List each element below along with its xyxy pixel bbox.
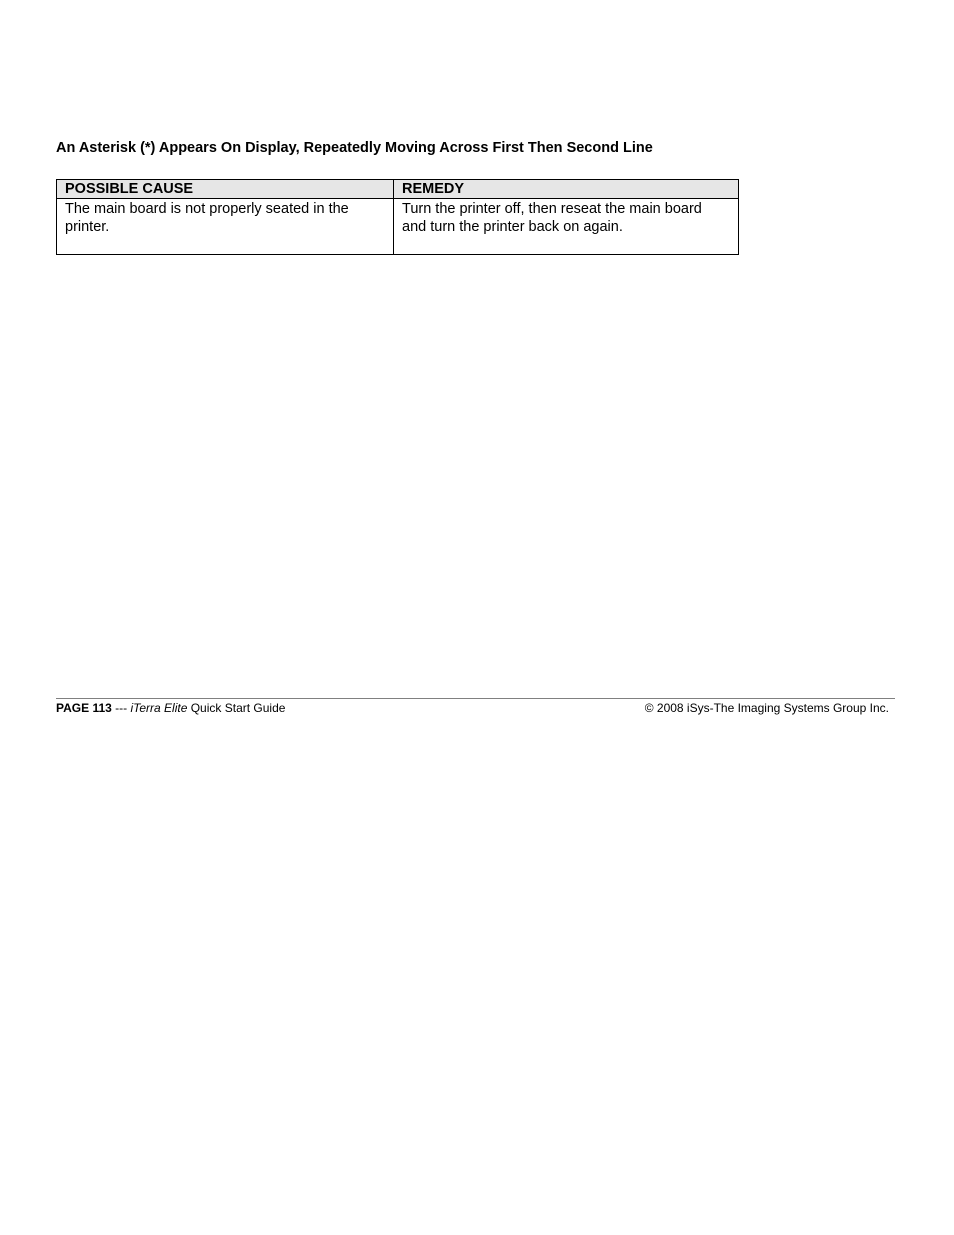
- cell-remedy: Turn the printer off, then reseat the main board and turn the printer back on again.: [394, 199, 739, 255]
- header-remedy: REMEDY: [394, 180, 739, 199]
- table-header-row: [57, 180, 739, 199]
- guide-name: Quick Start Guide: [187, 701, 286, 715]
- cell-cause: The main board is not properly seated in the printer.: [57, 199, 394, 255]
- footer-copyright: © 2008 iSys-The Imaging Systems Group Inc.: [644, 701, 889, 715]
- page-number: PAGE 113: [56, 701, 112, 715]
- product-name: iTerra Elite: [130, 701, 188, 715]
- footer-page-info: [56, 701, 285, 715]
- header-possible-cause: POSSIBLE CAUSE: [57, 180, 394, 199]
- footer-divider: [56, 698, 895, 699]
- table-row: [57, 199, 739, 255]
- section-heading: An Asterisk (*) Appears On Display, Repeatedly Moving Across First Then Second Line: [56, 140, 653, 156]
- footer-separator: ---: [111, 701, 131, 715]
- troubleshooting-table: [56, 179, 739, 255]
